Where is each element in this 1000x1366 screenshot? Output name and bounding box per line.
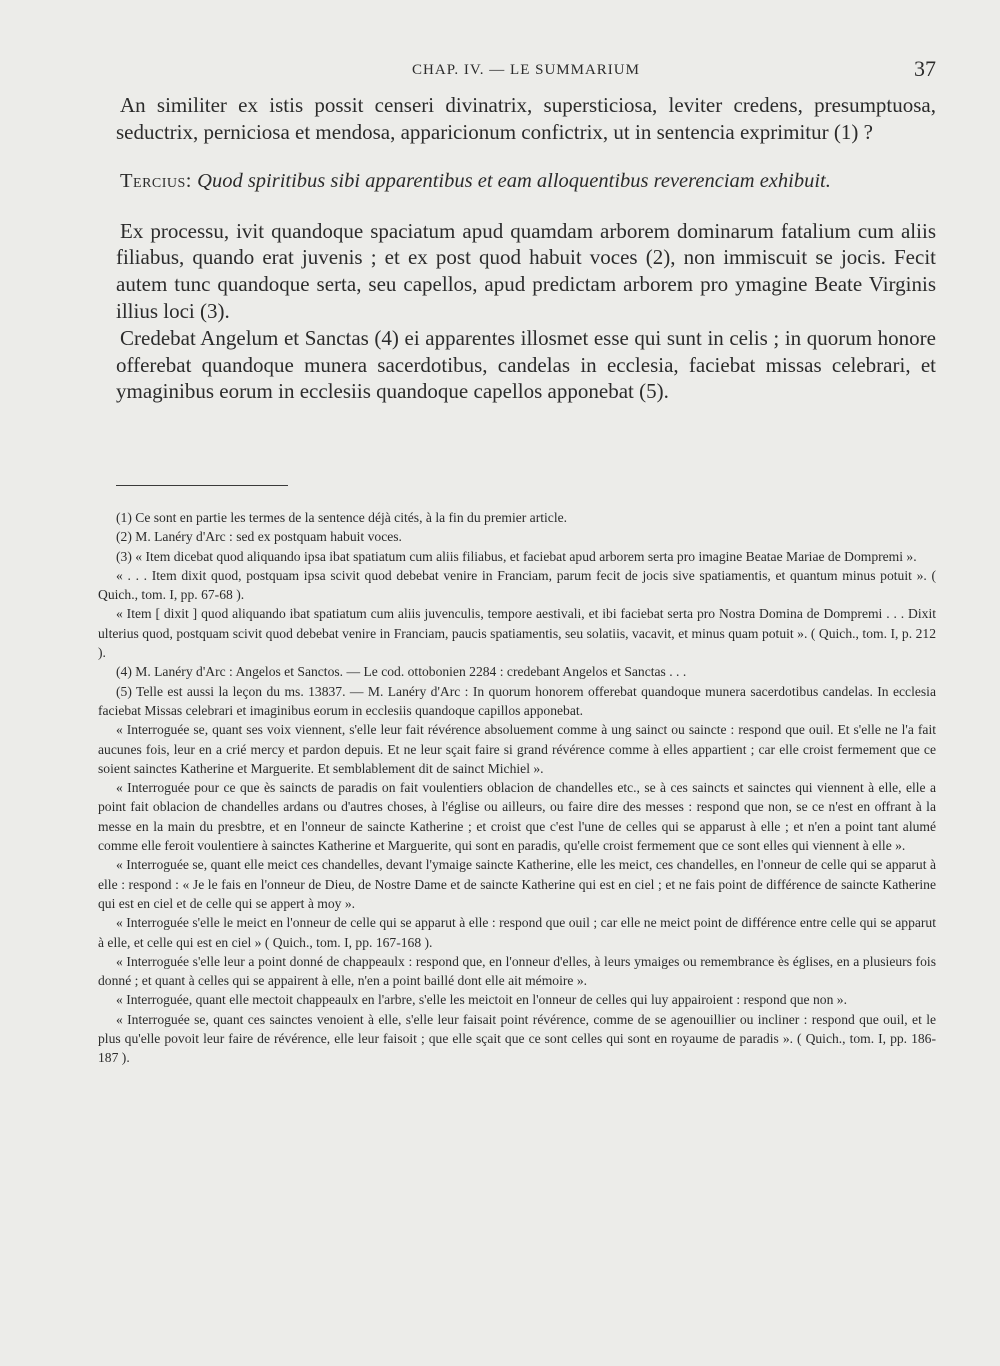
footnote: (4) M. Lanéry d'Arc : Angelos et Sanctos. — Le cod. ottobonien 2284 : credebant Angelos et Sanctas . . . — [116, 664, 687, 680]
main-text — [116, 92, 936, 405]
footnote: « Interroguée se, quant ces sainctes venoient à elle, s'elle leur faisait point révérence, comme de se agenouillier ou incliner : respond que ouil, et le plus qu'elle povoit leur faire de révérence, elle leur faisoit ; que elle sçait que ce sont celles qui sont en royaume de paradis ». ( Quich., tom. I, pp. 186-187 ). — [98, 1011, 936, 1066]
section-label: Tercius: — [120, 170, 193, 193]
footnote: « . . . Item dixit quod, postquam ipsa scivit quod debebat venire in Franciam, parum fecit de jocis sive spatiamentis, et quantum minus potuit ». ( Quich., tom. I, pp. 67-68 ). — [98, 567, 936, 603]
paragraph-2 — [116, 168, 936, 195]
section-heading-text: Quod spiritibus sibi apparentibus et eam alloquentibus reverenciam exhibuit. — [197, 170, 831, 193]
running-title: CHAP. IV. — LE SUMMARIUM — [412, 62, 640, 78]
paragraph-1: An similiter ex istis possit censeri divinatrix, supersticiosa, leviter credens, presumptuosa, seductrix, perniciosa et mendosa, apparicionum confictrix, ut in sentencia exprimitur (1) ? — [116, 93, 936, 144]
page-number: 37 — [914, 56, 936, 81]
footnotes — [98, 508, 936, 1068]
footnote: « Interroguée, quant elle mectoit chappeaulx en l'arbre, s'elle les meictoit en l'onneur de celles qui luy appairoient : respond que non ». — [116, 992, 847, 1008]
footnote: « Item [ dixit ] quod aliquando ibat spatiatum cum aliis juvenculis, tempore aestivali, et ibi faciebat serta pro Nostra Domina de Dompremi . . . Dixit ulterius quod, postquam scivit quod debebat venire in Franciam, paucis spatiamentis, seu solatiis, vacavit, et minus quam potuit ». ( Quich., tom. I, p. 212 ). — [98, 606, 936, 661]
paragraph-3: Ex processu, ivit quandoque spaciatum apud quamdam arborem dominarum fatalium cum aliis filiabus, quando erat juvenis ; et ex post quod habuit voces (2), non immiscuit se jocis. Fecit autem tunc quandoque serta, seu capellos, apud predictam arborem pro ymagine Beate Virginis illius loci (3). — [116, 218, 936, 323]
footnote: (1) Ce sont en partie les termes de la sentence déjà cités, à la fin du premier article. — [116, 510, 568, 525]
footnote: « Interroguée s'elle le meict en l'onneur de celle qui se apparut à elle : respond que ouil ; car elle ne meict point de différence entre celle qui se apparut à elle, et celle qui est en ciel » ( Quich., tom. I, pp. 167-168 ). — [98, 915, 936, 950]
paragraph-4: Credebat Angelum et Sanctas (4) ei apparentes illosmet esse qui sunt in celis ; in quorum honore offerebat quandoque munera sacerdotibus, candelas in ecclesia, faciebat missas celebrari, et ymaginibus eorum in ecclesiis quandoque capellos apponebat (5). — [116, 326, 936, 404]
footnote: « Interroguée s'elle leur a point donné de chappeaulx : respond que, en l'onneur d'elles, à leurs ymaiges ou remembrance ès églises, en a plusieurs fois donné ; et quant à celles qui se appairent à elle, n'en a point baillé dont elle ait mémoire ». — [98, 953, 936, 989]
footnote: (3) « Item dicebat quod aliquando ipsa ibat spatiatum cum aliis filiabus, et faciebat apud arborem serta pro imagine Beatae Mariae de Dompremi ». — [116, 548, 917, 564]
footnote: (5) Telle est aussi la leçon du ms. 13837. — M. Lanéry d'Arc : In quorum honorem offerebat quandoque munera sacerdotibus candelas. In ecclesia faciebat Missas celebrari et imaginibus eorum in ecclesiis quandoque capillos apponebat. — [98, 683, 936, 718]
running-header — [116, 56, 936, 84]
footnote: « Interroguée se, quant ses voix viennent, s'elle leur fait révérence absoluement comme à ung sainct ou saincte : respond que ouil. Et s'elle ne l'a fait aucunes fois, leur en a crié mercy et pardon depuis. Et ne leur sçait faire si grand révérence comme à elles appartient ; car elle croist fermement que ce soient sainctes Katherine et Marguerite. Et semblablement dit de sainct Michiel ». — [98, 722, 936, 776]
footnote-separator — [116, 485, 288, 486]
footnote: « Interroguée pour ce que ès saincts de paradis on fait voulentiers oblacion de chandelles etc., se à ces saincts et sainctes qui viennent à elle, elle a point fait oblacion de chandelles ardans ou d'autres choses, à l'église ou ailleurs, ou faire dire des messes : respond que non, se ce n'est en offrant à la messe en la main du presbtre, et en l'onneur de saincte Katherine ; et croist que c'est l'une de celles qui se apparust à elle ; et n'en a point tant alumé comme elle feroit voulentiere à sainctes Katherine et Marguerite, qui sont en paradis, qu'elle croist fermement que ce sont elles qui viennent à elle ». — [98, 780, 936, 854]
footnote: (2) M. Lanéry d'Arc : sed ex postquam habuit voces. — [116, 529, 402, 545]
footnote: « Interroguée se, quant elle meict ces chandelles, devant l'ymaige saincte Katherine, elle les meict, ces chandelles, en l'onneur de celle qui se apparut à elle : respond : « Je le fais en l'onneur de Dieu, de Nostre Dame et de saincte Katherine qui est en ciel ; et ne fais point de différence de saincte Katherine qui est en ciel et de celle qui se appert à moy ». — [98, 857, 936, 911]
